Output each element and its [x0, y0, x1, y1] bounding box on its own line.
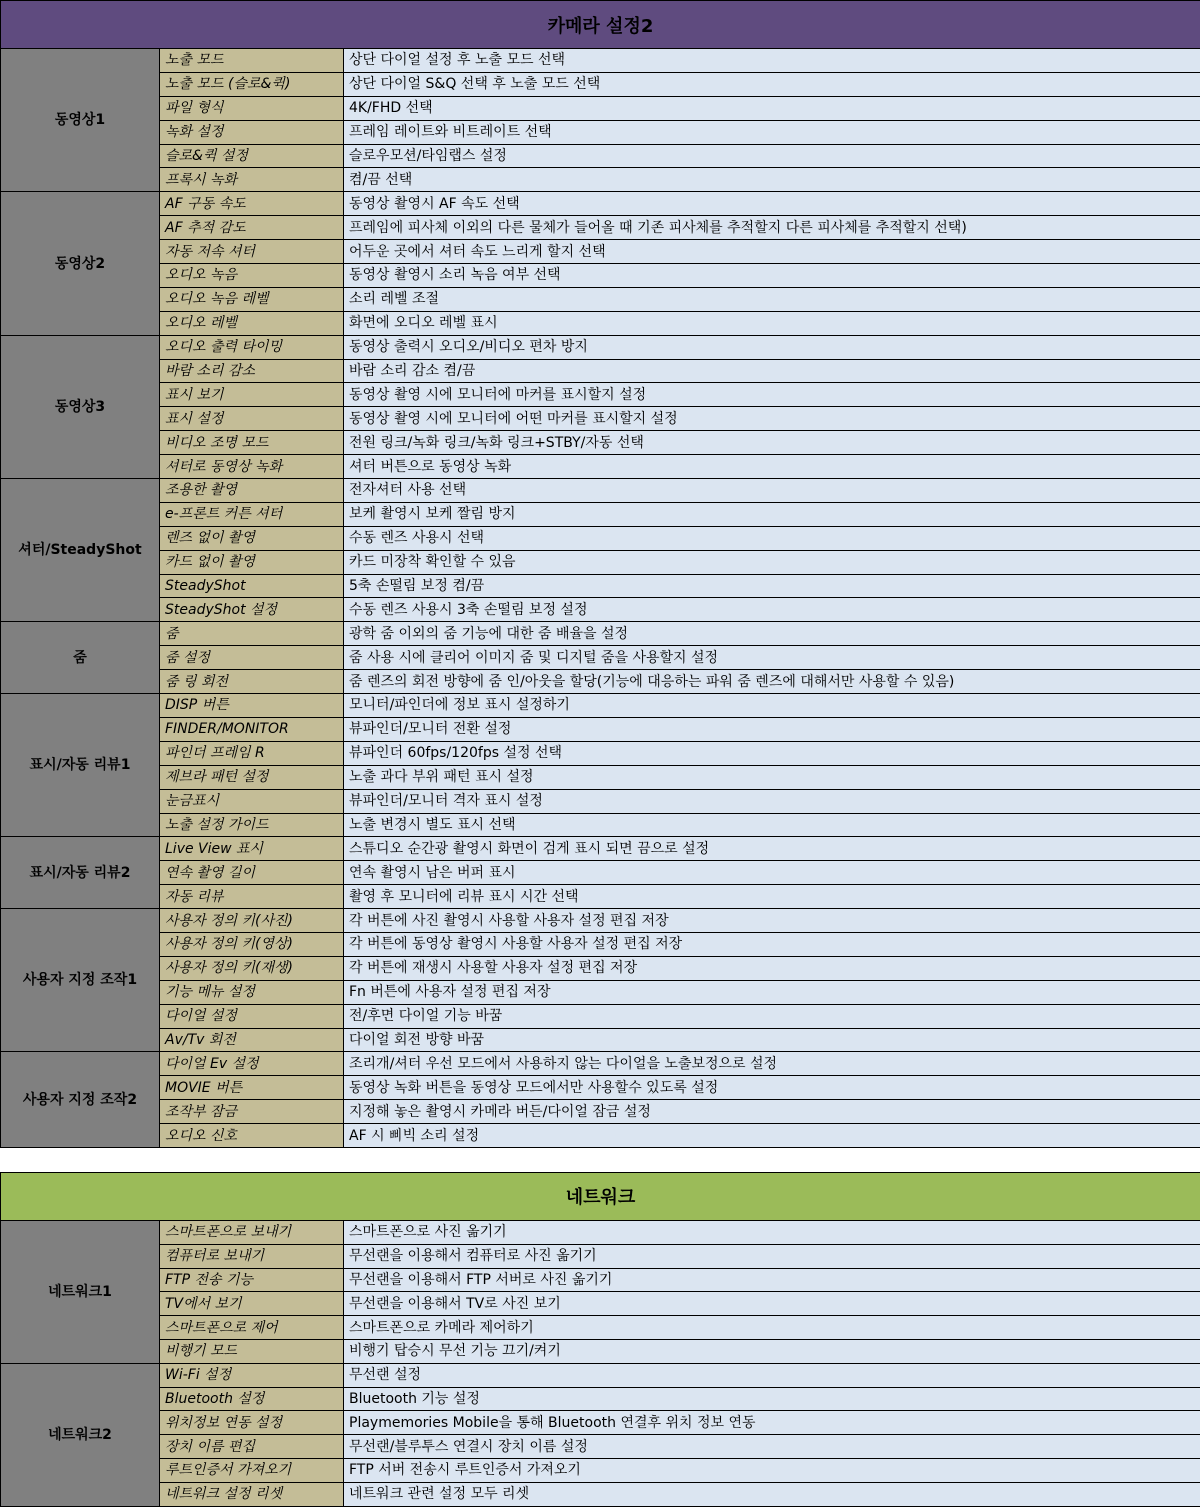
- setting-label: 조작부 잠금: [160, 1100, 344, 1124]
- setting-label: 사용자 정의 키(사진): [160, 909, 344, 933]
- table-row: [1, 1411, 1200, 1435]
- setting-description: 켬/끔 선택: [344, 168, 1200, 192]
- setting-label: 프록시 녹화: [160, 168, 344, 192]
- setting-label: 녹화 설정: [160, 120, 344, 144]
- setting-description: 광학 줌 이외의 줌 기능에 대한 줌 배율을 설정: [344, 622, 1200, 646]
- setting-label: 연속 촬영 길이: [160, 861, 344, 885]
- table-row: [1, 646, 1200, 670]
- table-row: [1, 885, 1200, 909]
- setting-description: 보케 촬영시 보케 짤림 방지: [344, 502, 1200, 526]
- table-row: [1, 407, 1200, 431]
- category-cell: 동영상1: [1, 49, 160, 192]
- table-row: [1, 479, 1200, 503]
- setting-label: 비행기 모드: [160, 1339, 344, 1363]
- setting-description: 프레임에 피사체 이외의 다른 물체가 들어올 때 기존 피사체를 추적할지 다른 피사체를 추적할지 선택): [344, 216, 1200, 240]
- setting-description: 스튜디오 순간광 촬영시 화면이 검게 표시 되면 끔으로 설정: [344, 837, 1200, 861]
- setting-label: AF 추적 감도: [160, 216, 344, 240]
- category-cell: 네트워크2: [1, 1363, 160, 1506]
- setting-description: 상단 다이얼 S&Q 선택 후 노출 모드 선택: [344, 72, 1200, 96]
- table-row: [1, 192, 1200, 216]
- category-cell: 셔터/SteadyShot: [1, 479, 160, 622]
- setting-description: 무선랜을 이용해서 컴퓨터로 사진 옮기기: [344, 1244, 1200, 1268]
- setting-description: Bluetooth 기능 설정: [344, 1387, 1200, 1411]
- section-title: 네트워크: [1, 1172, 1200, 1220]
- setting-description: 수동 렌즈 사용시 선택: [344, 526, 1200, 550]
- setting-description: 뷰파인더/모니터 전환 설정: [344, 717, 1200, 741]
- table-row: [1, 789, 1200, 813]
- setting-description: 노출 과다 부위 패턴 표시 설정: [344, 765, 1200, 789]
- setting-description: 동영상 촬영 시에 모니터에 어떤 마커를 표시할지 설정: [344, 407, 1200, 431]
- table-row: [1, 1482, 1200, 1506]
- table-row: [1, 1124, 1200, 1148]
- table-row: [1, 1316, 1200, 1340]
- setting-label: 제브라 패턴 설정: [160, 765, 344, 789]
- setting-label: 사용자 정의 키(영상): [160, 932, 344, 956]
- setting-description: 4K/FHD 선택: [344, 96, 1200, 120]
- table-row: [1, 1363, 1200, 1387]
- setting-label: 파일 형식: [160, 96, 344, 120]
- setting-description: 카드 미장착 확인할 수 있음: [344, 550, 1200, 574]
- setting-label: Wi-Fi 설정: [160, 1363, 344, 1387]
- table-row: [1, 455, 1200, 479]
- setting-description: 동영상 촬영시 AF 속도 선택: [344, 192, 1200, 216]
- setting-description: 모니터/파인더에 정보 표시 설정하기: [344, 694, 1200, 718]
- category-cell: 사용자 지정 조작2: [1, 1052, 160, 1148]
- table-row: [1, 622, 1200, 646]
- setting-label: FINDER/MONITOR: [160, 717, 344, 741]
- table-row: [1, 359, 1200, 383]
- setting-description: 동영상 녹화 버튼을 동영상 모드에서만 사용할수 있도록 설정: [344, 1076, 1200, 1100]
- setting-description: 슬로우모션/타임랩스 설정: [344, 144, 1200, 168]
- table-row: [1, 694, 1200, 718]
- section-gap: [0, 1148, 1200, 1172]
- setting-label: 장치 이름 편집: [160, 1435, 344, 1459]
- table-row: [1, 1387, 1200, 1411]
- setting-description: 스마트폰으로 카메라 제어하기: [344, 1316, 1200, 1340]
- setting-description: 동영상 촬영 시에 모니터에 마커를 표시할지 설정: [344, 383, 1200, 407]
- setting-label: 파인더 프레임 R: [160, 741, 344, 765]
- category-cell: 동영상2: [1, 192, 160, 335]
- table-row: [1, 120, 1200, 144]
- setting-description: 무선랜을 이용해서 FTP 서버로 사진 옮기기: [344, 1268, 1200, 1292]
- setting-label: 노출 모드: [160, 49, 344, 73]
- setting-label: 비디오 조명 모드: [160, 431, 344, 455]
- setting-label: 사용자 정의 키(재생): [160, 956, 344, 980]
- table-row: [1, 526, 1200, 550]
- table-row: [1, 1052, 1200, 1076]
- setting-label: DISP 버튼: [160, 694, 344, 718]
- table-row: [1, 1004, 1200, 1028]
- setting-label: AF 구동 속도: [160, 192, 344, 216]
- category-cell: 동영상3: [1, 335, 160, 478]
- setting-label: 렌즈 없이 촬영: [160, 526, 344, 550]
- setting-description: 동영상 출력시 오디오/비디오 편차 방지: [344, 335, 1200, 359]
- setting-description: 5축 손떨림 보정 켬/끔: [344, 574, 1200, 598]
- setting-description: 노출 변경시 별도 표시 선택: [344, 813, 1200, 837]
- setting-label: Live View 표시: [160, 837, 344, 861]
- setting-description: 전/후면 다이얼 기능 바꿈: [344, 1004, 1200, 1028]
- setting-label: FTP 전송 기능: [160, 1268, 344, 1292]
- table-row: [1, 72, 1200, 96]
- setting-label: 줌 링 회전: [160, 670, 344, 694]
- table-row: [1, 96, 1200, 120]
- setting-label: 셔터로 동영상 녹화: [160, 455, 344, 479]
- setting-label: SteadyShot 설정: [160, 598, 344, 622]
- table-row: [1, 168, 1200, 192]
- category-cell: 표시/자동 리뷰2: [1, 837, 160, 909]
- setting-description: 상단 다이얼 설정 후 노출 모드 선택: [344, 49, 1200, 73]
- setting-label: 컴퓨터로 보내기: [160, 1244, 344, 1268]
- setting-label: 스마트폰으로 제어: [160, 1316, 344, 1340]
- setting-description: 줌 렌즈의 회전 방향에 줌 인/아웃을 할당(기능에 대응하는 파워 줌 렌즈에 대해서만 사용할 수 있음): [344, 670, 1200, 694]
- table-row: [1, 837, 1200, 861]
- table-row: [1, 264, 1200, 288]
- table-row: [1, 240, 1200, 264]
- setting-label: 오디오 출력 타이밍: [160, 335, 344, 359]
- table-row: [1, 1458, 1200, 1482]
- setting-description: 전자셔터 사용 선택: [344, 479, 1200, 503]
- setting-description: 스마트폰으로 사진 옮기기: [344, 1220, 1200, 1244]
- table-row: [1, 980, 1200, 1004]
- table-row: [1, 932, 1200, 956]
- setting-description: FTP 서버 전송시 루트인증서 가져오기: [344, 1458, 1200, 1482]
- table-row: [1, 717, 1200, 741]
- setting-label: TV에서 보기: [160, 1292, 344, 1316]
- table-row: [1, 431, 1200, 455]
- setting-description: 촬영 후 모니터에 리뷰 표시 시간 선택: [344, 885, 1200, 909]
- setting-description: 화면에 오디오 레벨 표시: [344, 311, 1200, 335]
- table-row: [1, 1339, 1200, 1363]
- setting-description: 각 버튼에 사진 촬영시 사용할 사용자 설정 편집 저장: [344, 909, 1200, 933]
- setting-label: 다이얼 Ev 설정: [160, 1052, 344, 1076]
- setting-label: 줌: [160, 622, 344, 646]
- setting-description: 무선랜 설정: [344, 1363, 1200, 1387]
- setting-description: 연속 촬영시 남은 버퍼 표시: [344, 861, 1200, 885]
- table-row: [1, 956, 1200, 980]
- table-row: [1, 49, 1200, 73]
- setting-label: 바람 소리 감소: [160, 359, 344, 383]
- table-row: [1, 502, 1200, 526]
- table-row: [1, 216, 1200, 240]
- category-cell: 표시/자동 리뷰1: [1, 694, 160, 837]
- table-row: [1, 311, 1200, 335]
- setting-label: 네트워크 설정 리셋: [160, 1482, 344, 1506]
- table-row: [1, 335, 1200, 359]
- table-row: [1, 765, 1200, 789]
- setting-label: Bluetooth 설정: [160, 1387, 344, 1411]
- setting-description: 뷰파인더 60fps/120fps 설정 선택: [344, 741, 1200, 765]
- setting-label: SteadyShot: [160, 574, 344, 598]
- setting-label: 노출 설정 가이드: [160, 813, 344, 837]
- table-row: [1, 1076, 1200, 1100]
- setting-description: 비행기 탑승시 무선 기능 끄기/켜기: [344, 1339, 1200, 1363]
- table-row: [1, 1244, 1200, 1268]
- table-row: [1, 598, 1200, 622]
- setting-description: 수동 렌즈 사용시 3축 손떨림 보정 설정: [344, 598, 1200, 622]
- setting-label: Av/Tv 회전: [160, 1028, 344, 1052]
- category-cell: 사용자 지정 조작1: [1, 909, 160, 1052]
- table-row: [1, 861, 1200, 885]
- setting-description: 무선랜을 이용해서 TV로 사진 보기: [344, 1292, 1200, 1316]
- setting-label: 기능 메뉴 설정: [160, 980, 344, 1004]
- table-row: [1, 574, 1200, 598]
- setting-label: 노출 모드 (슬로&퀵): [160, 72, 344, 96]
- setting-description: 각 버튼에 재생시 사용할 사용자 설정 편집 저장: [344, 956, 1200, 980]
- setting-label: 카드 없이 촬영: [160, 550, 344, 574]
- table-row: [1, 1100, 1200, 1124]
- setting-label: 조용한 촬영: [160, 479, 344, 503]
- setting-label: 루트인증서 가져오기: [160, 1458, 344, 1482]
- setting-label: 다이얼 설정: [160, 1004, 344, 1028]
- setting-description: Playmemories Mobile을 통해 Bluetooth 연결후 위치 정보 연동: [344, 1411, 1200, 1435]
- setting-label: 오디오 녹음: [160, 264, 344, 288]
- setting-description: 바람 소리 감소 켬/끔: [344, 359, 1200, 383]
- setting-description: 동영상 촬영시 소리 녹음 여부 선택: [344, 264, 1200, 288]
- setting-description: 다이얼 회전 방향 바꿈: [344, 1028, 1200, 1052]
- setting-label: 오디오 신호: [160, 1124, 344, 1148]
- section-title: 카메라 설정2: [1, 1, 1200, 49]
- setting-description: 뷰파인더/모니터 격자 표시 설정: [344, 789, 1200, 813]
- table-row: [1, 1435, 1200, 1459]
- setting-label: e-프론트 커튼 셔터: [160, 502, 344, 526]
- setting-label: 눈금표시: [160, 789, 344, 813]
- network-table: [0, 1172, 1200, 1507]
- setting-description: 지정해 놓은 촬영시 카메라 버든/다이얼 잠금 설정: [344, 1100, 1200, 1124]
- setting-description: AF 시 삐빅 소리 설정: [344, 1124, 1200, 1148]
- setting-label: 표시 설정: [160, 407, 344, 431]
- category-cell: 줌: [1, 622, 160, 694]
- table-row: [1, 287, 1200, 311]
- setting-description: 전원 링크/녹화 링크/녹화 링크+STBY/자동 선택: [344, 431, 1200, 455]
- setting-label: 스마트폰으로 보내기: [160, 1220, 344, 1244]
- setting-label: 슬로&퀵 설정: [160, 144, 344, 168]
- table-row: [1, 383, 1200, 407]
- table-row: [1, 909, 1200, 933]
- setting-label: MOVIE 버튼: [160, 1076, 344, 1100]
- table-row: [1, 144, 1200, 168]
- table-row: [1, 550, 1200, 574]
- setting-description: 줌 사용 시에 클리어 이미지 줌 및 디지털 줌을 사용할지 설정: [344, 646, 1200, 670]
- setting-label: 위치정보 연동 설정: [160, 1411, 344, 1435]
- setting-label: 줌 설정: [160, 646, 344, 670]
- category-cell: 네트워크1: [1, 1220, 160, 1363]
- setting-label: 오디오 레벨: [160, 311, 344, 335]
- table-row: [1, 1220, 1200, 1244]
- table-row: [1, 1292, 1200, 1316]
- table-row: [1, 741, 1200, 765]
- table-row: [1, 670, 1200, 694]
- setting-description: 조리개/셔터 우선 모드에서 사용하지 않는 다이얼을 노출보정으로 설정: [344, 1052, 1200, 1076]
- setting-description: 소리 레벨 조절: [344, 287, 1200, 311]
- setting-label: 자동 리뷰: [160, 885, 344, 909]
- setting-description: 무선랜/블루투스 연결시 장치 이름 설정: [344, 1435, 1200, 1459]
- setting-description: Fn 버튼에 사용자 설정 편집 저장: [344, 980, 1200, 1004]
- setting-label: 표시 보기: [160, 383, 344, 407]
- setting-description: 각 버튼에 동영상 촬영시 사용할 사용자 설정 편집 저장: [344, 932, 1200, 956]
- setting-label: 자동 저속 셔터: [160, 240, 344, 264]
- setting-description: 어두운 곳에서 셔터 속도 느리게 할지 선택: [344, 240, 1200, 264]
- setting-description: 프레임 레이트와 비트레이트 선택: [344, 120, 1200, 144]
- table-row: [1, 1028, 1200, 1052]
- setting-label: 오디오 녹음 레벨: [160, 287, 344, 311]
- setting-description: 셔터 버튼으로 동영상 녹화: [344, 455, 1200, 479]
- table-row: [1, 1268, 1200, 1292]
- table-row: [1, 813, 1200, 837]
- setting-description: 네트워크 관련 설정 모두 리셋: [344, 1482, 1200, 1506]
